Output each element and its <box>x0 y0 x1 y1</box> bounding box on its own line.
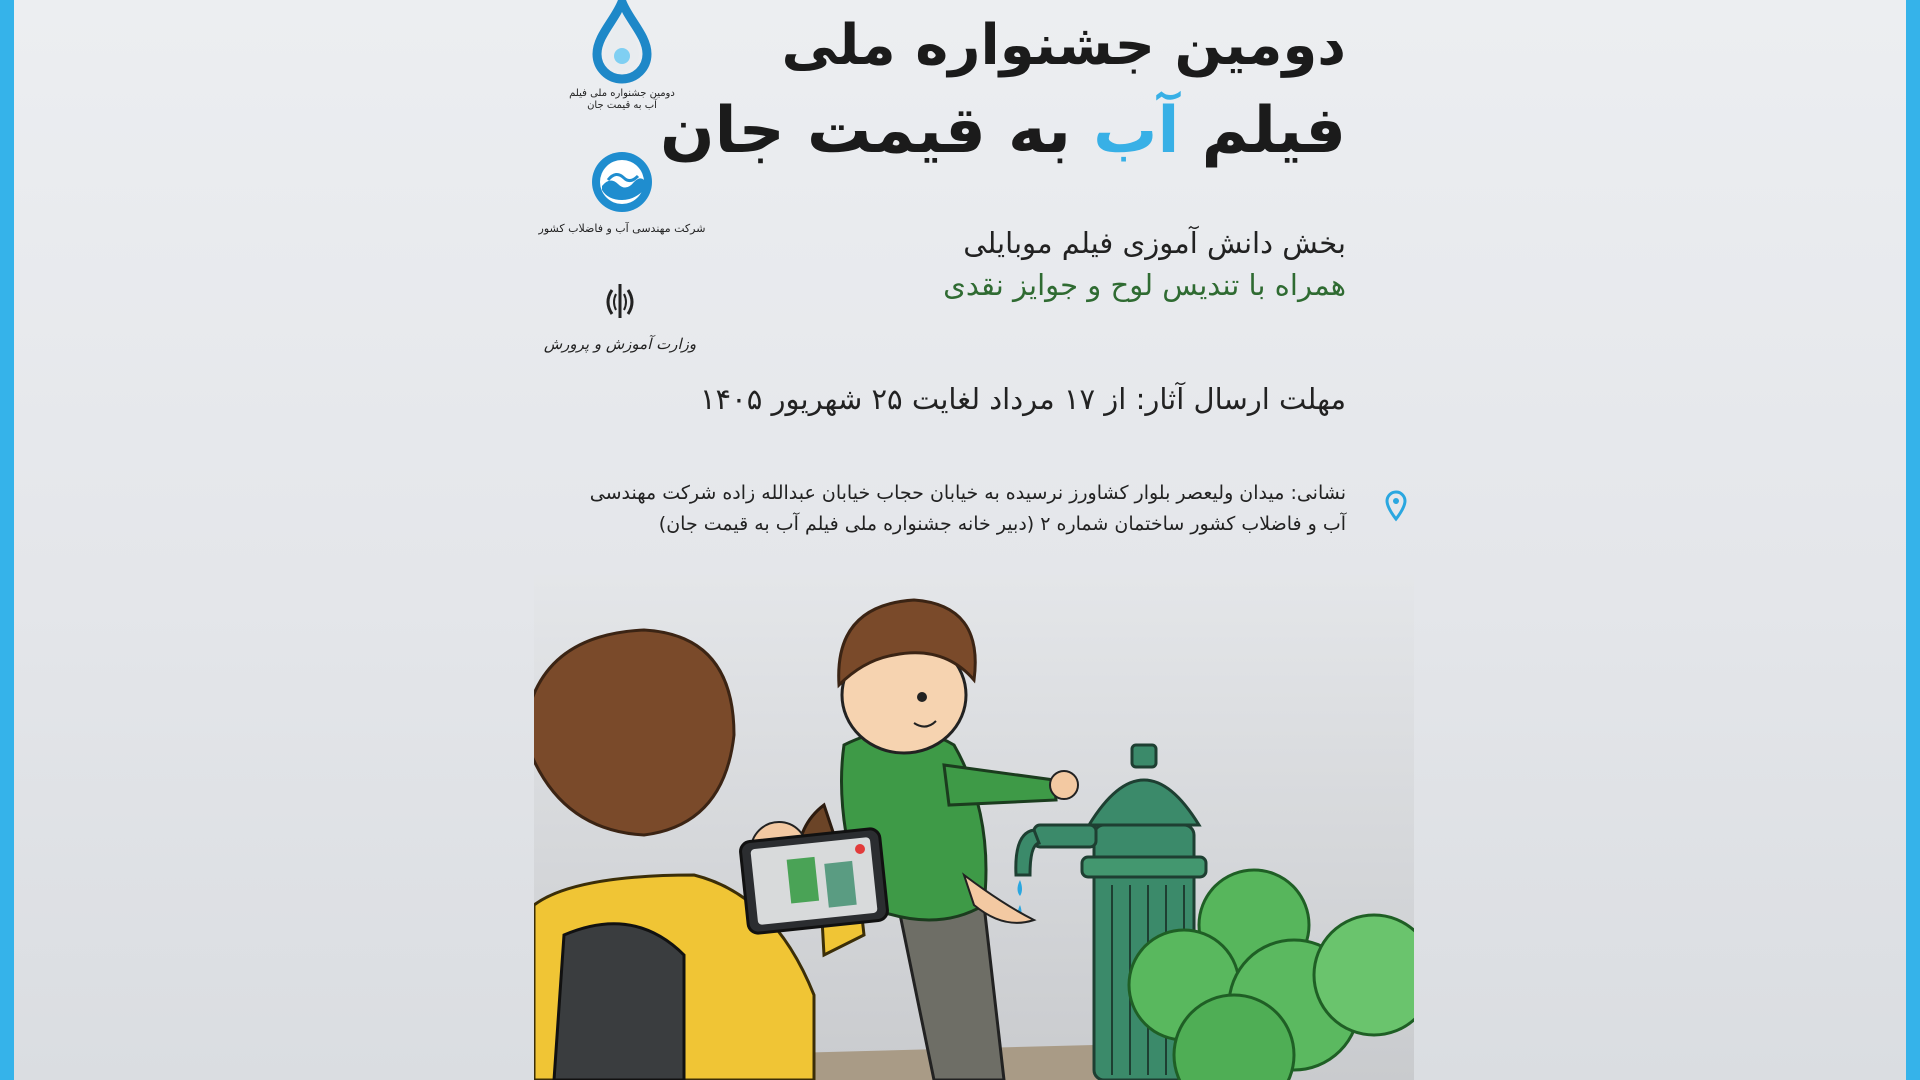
iran-emblem-icon <box>598 280 642 324</box>
phone <box>740 828 889 934</box>
prizes-text: همراه با تندیس لوح و جوایز نقدی <box>943 268 1346 302</box>
water-wave-icon <box>590 150 654 214</box>
festival-caption-1: دومین جشنواره ملی فیلم <box>569 88 675 99</box>
location-pin-icon <box>1384 490 1408 522</box>
deadline-text: مهلت ارسال آثار: از ۱۷ مرداد لغایت ۲۵ شهریور ۱۴۰۵ <box>699 382 1346 416</box>
title-word-water: آب <box>1093 94 1180 168</box>
festival-title <box>646 6 1346 176</box>
title-line-2 <box>646 86 1346 176</box>
address-line-1: نشانی: میدان ولیعصر بلوار کشاورز نرسیده به خیابان حجاب خیابان عبدالله زاده شرکت مهندسی <box>589 482 1346 504</box>
section-title: بخش دانش آموزی فیلم موبایلی <box>963 226 1346 260</box>
illustration <box>534 575 1414 1080</box>
section-info <box>646 222 1346 306</box>
address-line-2: آب و فاضلاب کشور ساختمان شماره ۲ (دبیر خانه جشنواره ملی فیلم آب به قیمت جان) <box>658 513 1346 535</box>
ministry-caption: وزارت آموزش و پرورش <box>543 335 697 353</box>
title-word-film: فیلم <box>1179 94 1346 168</box>
festival-caption-2: آب به قیمت جان <box>587 100 657 111</box>
poster <box>14 0 1906 1080</box>
address-block <box>526 478 1346 540</box>
title-word-rest: به قیمت جان <box>659 94 1094 168</box>
title-line-1: دومین جشنواره ملی <box>781 13 1346 78</box>
company-caption: شرکت مهندسی آب و فاضلاب کشور <box>538 222 706 235</box>
